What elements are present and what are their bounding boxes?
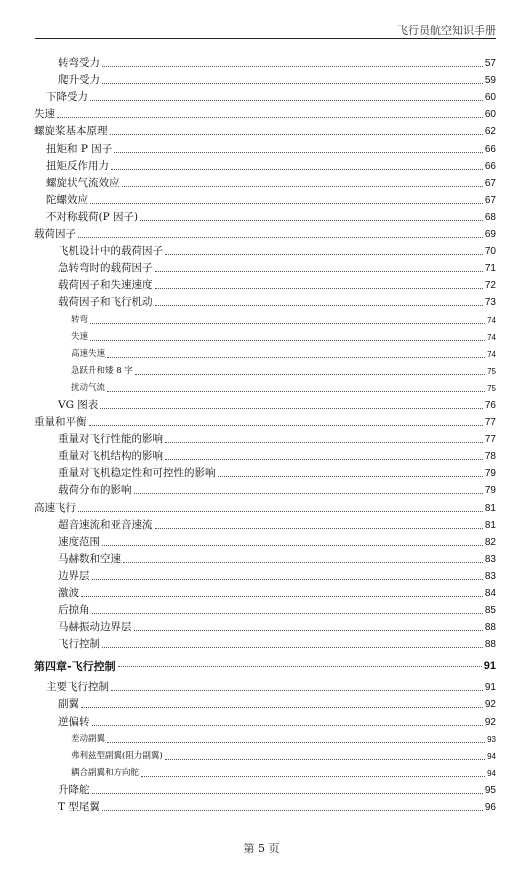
toc-entry-title: 马赫振动边界层: [58, 621, 132, 634]
toc-entry[interactable]: [34, 568, 496, 585]
toc-entry[interactable]: [34, 517, 496, 534]
toc-entry-page: 73: [484, 297, 496, 309]
toc-entry-page: 92: [484, 716, 496, 728]
toc-entry-title: 后掠角: [58, 604, 90, 617]
dot-leader: [135, 374, 485, 375]
toc-entry-title: 失速: [71, 331, 89, 342]
toc-entry-page: 77: [484, 434, 496, 446]
toc-entry-page: 74: [487, 315, 496, 325]
dot-leader: [102, 545, 483, 546]
dot-leader: [81, 707, 483, 708]
toc-entry[interactable]: [34, 499, 496, 516]
toc-entry-title: 爬升受力: [58, 74, 100, 87]
toc-entry-title: 转弯受力: [58, 57, 100, 70]
toc-entry-page: 60: [484, 92, 496, 104]
toc-entry-title: 速度范围: [58, 535, 100, 548]
toc-entry-title: 主要飞行控制: [46, 681, 109, 694]
dot-leader: [89, 425, 483, 426]
dot-leader: [78, 237, 483, 238]
toc-entry-page: 74: [487, 349, 496, 359]
toc-entry-page: 83: [484, 553, 496, 565]
toc-entry-page: 59: [484, 75, 496, 87]
toc-entry-page: 81: [484, 502, 496, 514]
toc-entry-page: 75: [487, 383, 496, 393]
toc-entry[interactable]: [34, 765, 496, 782]
toc-entry-title: 失速: [34, 108, 55, 121]
toc-entry[interactable]: [34, 636, 496, 653]
toc-entry-title: 差动副翼: [71, 733, 106, 744]
toc-entry[interactable]: [34, 226, 496, 243]
dot-leader: [111, 169, 483, 170]
toc-entry-title: 重量对飞机结构的影响: [58, 450, 163, 463]
toc-entry[interactable]: [34, 585, 496, 602]
toc-entry[interactable]: [34, 782, 496, 799]
toc-entry[interactable]: [34, 55, 496, 72]
toc-entry[interactable]: [34, 209, 496, 226]
dot-leader: [114, 152, 483, 153]
toc-entry[interactable]: [34, 243, 496, 260]
toc-entry-page: 67: [484, 177, 496, 189]
toc-entry[interactable]: [34, 799, 496, 816]
toc-entry[interactable]: [34, 713, 496, 730]
toc-entry-page: 93: [487, 734, 496, 744]
toc-entry-page: 72: [484, 280, 496, 292]
toc-entry-page: 85: [484, 605, 496, 617]
toc-entry[interactable]: [34, 89, 496, 106]
toc-entry[interactable]: [34, 679, 496, 696]
toc-entry-title: 扰动气流: [71, 382, 106, 393]
toc-entry-page: 74: [487, 332, 496, 342]
dot-leader: [90, 323, 485, 324]
dot-leader: [92, 725, 483, 726]
toc-entry[interactable]: [34, 140, 496, 157]
toc-entry-title: 急跃升和矮 8 字: [71, 365, 133, 376]
dot-leader: [134, 493, 483, 494]
toc-entry[interactable]: [34, 363, 496, 380]
toc-entry-page: 88: [484, 639, 496, 651]
toc-entry-title: 载荷分布的影响: [58, 484, 132, 497]
toc-entry-title: 耦合副翼和方向舵: [71, 767, 140, 778]
toc-entry-title: 副翼: [58, 698, 79, 711]
toc-entry-title: 重量对飞行性能的影响: [58, 433, 163, 446]
dot-leader: [134, 630, 483, 631]
dot-leader: [141, 776, 485, 777]
toc-entry-page: 92: [484, 699, 496, 711]
toc-entry-title: 高速失速: [71, 348, 106, 359]
dot-leader: [218, 476, 483, 477]
toc-entry-page: 67: [484, 194, 496, 206]
toc-entry-page: 62: [484, 126, 496, 138]
dot-leader: [118, 666, 482, 667]
toc-entry-page: 84: [484, 588, 496, 599]
toc-entry[interactable]: [34, 294, 496, 311]
toc-entry[interactable]: [34, 72, 496, 89]
toc-entry[interactable]: [34, 123, 496, 140]
toc-entry-title: T 型尾翼: [58, 801, 100, 814]
toc-entry-page: 79: [484, 485, 496, 497]
toc-entry-page: 76: [484, 399, 496, 411]
toc-entry[interactable]: [34, 731, 496, 748]
toc-entry[interactable]: [34, 431, 496, 448]
toc-entry-title: 扭矩反作用力: [46, 159, 109, 172]
toc-entry[interactable]: [34, 602, 496, 619]
page-footer: 第 5 页: [243, 842, 280, 855]
toc-entry-page: 96: [484, 802, 496, 814]
toc-chapter-entry[interactable]: [34, 653, 496, 679]
dot-leader: [90, 340, 485, 341]
toc-entry-page: 68: [484, 211, 496, 223]
dot-leader: [92, 579, 483, 580]
dot-leader: [165, 459, 483, 460]
dot-leader: [155, 271, 483, 272]
toc-entry-title: 激波: [58, 587, 79, 599]
dot-leader: [155, 528, 483, 529]
dot-leader: [140, 220, 483, 221]
toc-entry-page: 71: [484, 263, 496, 275]
toc-entry-title: 超音速流和亚音速流: [58, 518, 153, 531]
toc-entry-page: 69: [484, 229, 496, 241]
toc-entry-title: 马赫数和空速: [58, 552, 121, 565]
toc-entry-title: 升降舵: [58, 783, 90, 796]
dot-leader: [81, 596, 483, 597]
dot-leader: [165, 759, 485, 760]
dot-leader: [107, 742, 485, 743]
toc-entry-title: 飞机设计中的载荷因子: [58, 245, 163, 258]
dot-leader: [122, 186, 483, 187]
toc-entry[interactable]: [34, 158, 496, 175]
dot-leader: [165, 442, 483, 443]
toc-entry-page: 88: [484, 622, 496, 634]
toc-entry[interactable]: [34, 192, 496, 209]
toc-entry-title: 弗利兹型副翼(阻力副翼): [71, 750, 163, 761]
toc-entry[interactable]: [34, 346, 496, 363]
toc-entry-title: 逆偏转: [58, 715, 90, 728]
dot-leader: [100, 408, 483, 409]
toc-entry[interactable]: [34, 448, 496, 465]
toc-entry-title: VG 图表: [58, 398, 99, 411]
running-header: 飞行员航空知识手册: [397, 24, 496, 37]
toc-entry-page: 83: [484, 570, 496, 582]
toc-entry[interactable]: [34, 106, 496, 123]
toc-entry-page: 75: [487, 366, 496, 376]
toc-entry-title: 第四章-飞行控制: [34, 659, 116, 673]
toc-entry-title: 高速飞行: [34, 501, 76, 514]
toc-entry-title: 边界层: [58, 569, 90, 582]
toc-entry-page: 66: [484, 160, 496, 172]
toc-entry[interactable]: [34, 311, 496, 328]
dot-leader: [92, 793, 483, 794]
toc-entry[interactable]: [34, 414, 496, 431]
toc-entry-title: 陀螺效应: [46, 193, 88, 206]
dot-leader: [155, 288, 483, 289]
toc-entry[interactable]: [34, 748, 496, 765]
toc-entry-title: 载荷因子: [34, 228, 76, 241]
dot-leader: [155, 305, 483, 306]
dot-leader: [57, 117, 483, 118]
dot-leader: [78, 511, 483, 512]
toc-entry-page: 70: [484, 246, 496, 258]
dot-leader: [102, 83, 483, 84]
toc-entry-title: 螺旋桨基本原理: [34, 125, 108, 138]
toc-entry-page: 82: [484, 536, 496, 548]
toc-entry-page: 77: [484, 417, 496, 429]
dot-leader: [102, 647, 483, 648]
toc-entry-title: 重量对飞机稳定性和可控性的影响: [58, 467, 216, 480]
toc-entry[interactable]: [34, 551, 496, 568]
toc-entry[interactable]: [34, 482, 496, 499]
dot-leader: [165, 254, 483, 255]
dot-leader: [102, 810, 483, 811]
toc-entry-title: 载荷因子和飞行机动: [58, 296, 153, 309]
toc-entry-page: 91: [483, 659, 496, 672]
dot-leader: [102, 66, 483, 67]
toc-entry-title: 不对称载荷(P 因子): [46, 210, 139, 223]
toc-entry[interactable]: [34, 277, 496, 294]
dot-leader: [111, 690, 483, 691]
dot-leader: [123, 562, 483, 563]
dot-leader: [107, 357, 485, 358]
header-rule: [35, 38, 496, 39]
toc-entry-title: 转弯: [71, 314, 89, 325]
toc-entry-page: 94: [487, 751, 496, 761]
toc-entry[interactable]: [34, 397, 496, 414]
toc-entry[interactable]: [34, 696, 496, 713]
table-of-contents: [34, 55, 496, 816]
toc-entry-page: 78: [484, 451, 496, 463]
dot-leader: [92, 613, 483, 614]
toc-entry[interactable]: [34, 465, 496, 482]
toc-entry-page: 57: [484, 58, 496, 70]
toc-entry[interactable]: [34, 619, 496, 636]
toc-entry-title: 急转弯时的载荷因子: [58, 262, 153, 275]
toc-entry[interactable]: [34, 329, 496, 346]
toc-entry-page: 95: [484, 784, 496, 796]
dot-leader: [107, 391, 485, 392]
toc-entry-page: 66: [484, 143, 496, 155]
dot-leader: [90, 100, 483, 101]
toc-entry-title: 飞行控制: [58, 638, 100, 651]
toc-entry-title: 扭矩和 P 因子: [46, 142, 113, 155]
toc-entry-page: 94: [487, 768, 496, 778]
toc-entry[interactable]: [34, 175, 496, 192]
toc-entry-title: 载荷因子和失速速度: [58, 279, 153, 292]
toc-entry[interactable]: [34, 260, 496, 277]
dot-leader: [90, 203, 483, 204]
toc-entry-title: 重量和平衡: [34, 416, 87, 429]
toc-entry-page: 60: [484, 109, 496, 121]
toc-entry-page: 79: [484, 468, 496, 480]
toc-entry-page: 91: [484, 682, 496, 694]
toc-entry-title: 螺旋状气流效应: [46, 176, 120, 189]
toc-entry-title: 下降受力: [46, 91, 88, 104]
dot-leader: [110, 134, 483, 135]
toc-entry[interactable]: [34, 380, 496, 397]
toc-entry[interactable]: [34, 534, 496, 551]
toc-entry-page: 81: [484, 519, 496, 531]
